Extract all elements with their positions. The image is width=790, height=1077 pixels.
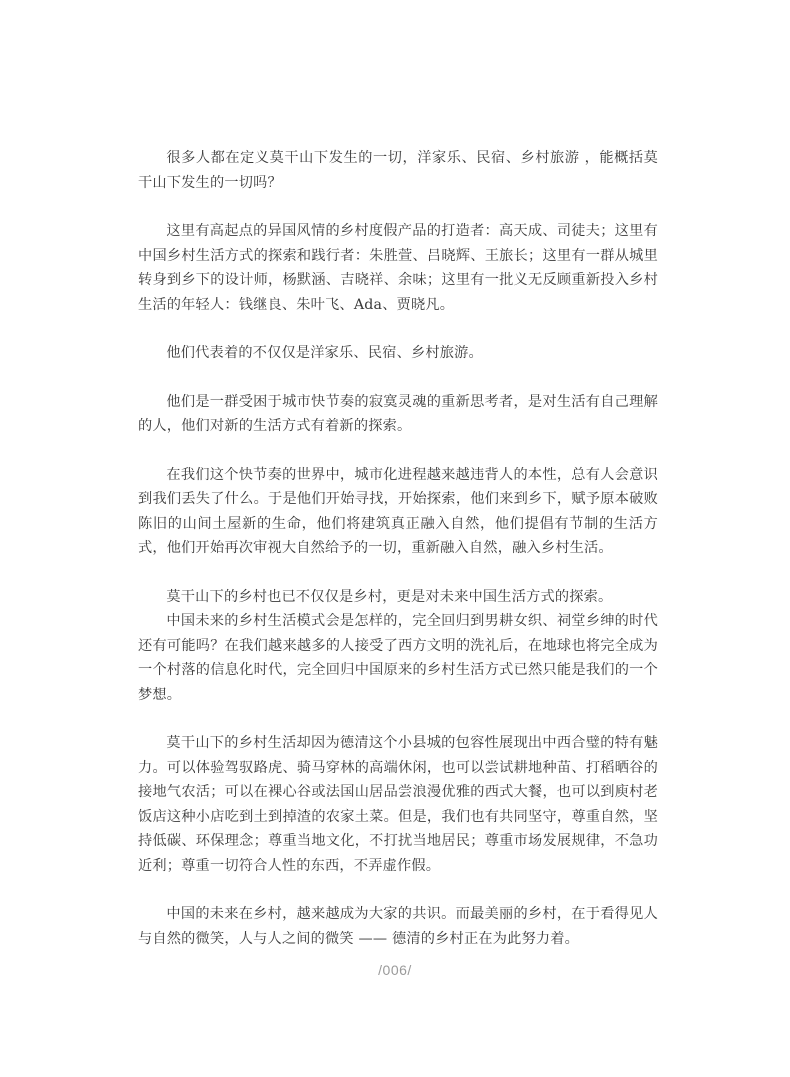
body-text — [138, 146, 658, 951]
paragraph-gap — [138, 317, 658, 341]
paragraph-gap — [138, 366, 658, 390]
paragraph-4: 他们是一群受困于城市快节奏的寂寞灵魂的重新思考者，是对生活有自己理解的人，他们对新的生活方式有着新的探索。 — [138, 393, 658, 434]
paragraph-gap — [138, 878, 658, 902]
paragraph-7: 中国未来的乡村生活模式会是怎样的，完全回归到男耕女织、祠堂乡绅的时代还有可能吗？在我们越来越多的人接受了西方文明的洗礼后，在地球也将完全成为一个村落的信息化时代，完全回归中国原来的乡村生活方式已然只能是我们的一个梦想。 — [138, 613, 658, 703]
paragraph-2: 这里有高起点的异国风情的乡村度假产品的打造者：高天成、司徒夫；这里有中国乡村生活方式的探索和践行者：朱胜萱、吕晓辉、王旅长；这里有一群从城里转身到乡下的设计师，杨默涵、吉晓祥、余味；这里有一批义无反顾重新投入乡村生活的年轻人：钱继良、朱叶飞、Ada、贾晓凡。 — [138, 223, 658, 313]
paragraph-gap — [138, 195, 658, 219]
page-number: /006/ — [378, 962, 412, 978]
paragraph-1: 很多人都在定义莫干山下发生的一切，洋家乐、民宿、乡村旅游 ，能概括莫干山下发生的一切吗？ — [138, 150, 658, 191]
paragraph-5: 在我们这个快节奏的世界中，城市化进程越来越违背人的本性，总有人会意识到我们丢失了什么。于是他们开始寻找，开始探索，他们来到乡下，赋予原本破败陈旧的山间土屋新的生命，他们将建筑真正融入自然，他们提倡有节制的生活方式，他们开始再次审视大自然给予的一切，重新融入自然，融入乡村生活。 — [138, 466, 658, 556]
paragraph-gap — [138, 561, 658, 585]
paragraph-9: 中国的未来在乡村，越来越成为大家的共识。而最美丽的乡村，在于看得见人与自然的微笑，人与人之间的微笑 —— 德清的乡村正在为此努力着。 — [138, 906, 658, 947]
paragraph-6: 莫干山下的乡村也已不仅仅是乡村，更是对未来中国生活方式的探索。 — [166, 588, 613, 605]
paragraph-gap — [138, 707, 658, 731]
paragraph-8: 莫干山下的乡村生活却因为德清这个小县城的包容性展现出中西合璧的特有魅力。可以体验驾驭路虎、骑马穿林的高端休闲，也可以尝试耕地种苗、打稻晒谷的接地气农活；可以在裸心谷或法国山居品尝浪漫优雅的西式大餐，也可以到庾村老饭店这种小店吃到土到掉渣的农家土菜。但是，我们也有共同坚守，尊重自然，坚持低碳、环保理念；尊重当地文化，不打扰当地居民；尊重市场发展规律，不急功近利；尊重一切符合人性的东西，不弄虚作假。 — [138, 735, 658, 874]
paragraph-gap — [138, 439, 658, 463]
paragraph-3: 他们代表着的不仅仅是洋家乐、民宿、乡村旅游。 — [166, 345, 483, 361]
